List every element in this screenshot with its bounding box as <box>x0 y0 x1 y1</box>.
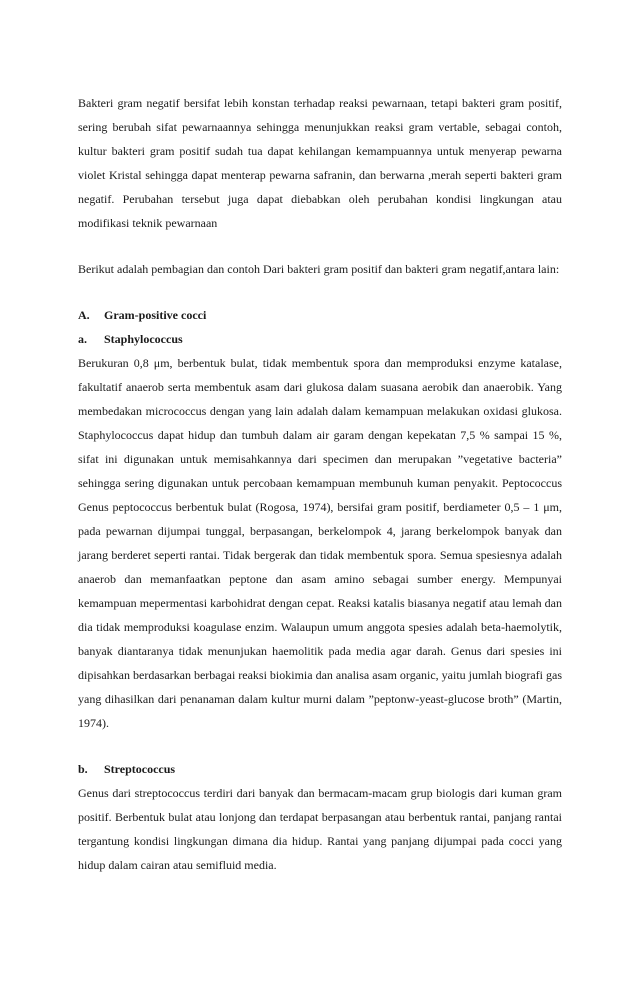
subsection-heading-b <box>78 757 562 781</box>
staphylococcus-paragraph: Berukuran 0,8 μm, berbentuk bulat, tidak membentuk spora dan memproduksi enzyme katalase, fakultatif anaerob serta membentuk asam dari glukosa dalam suasana aerobik dan anaerobik. Yang membedakan micrococcus dengan yang lain adalah dalam kemampuan melakukan oxidasi glukosa. Staphylococcus dapat hidup dan tumbuh dalam air garam dengan kepekatan 7,5 % sampai 15 %, sifat ini digunakan untuk memisahkannya dari specimen dan merupakan ”vegetative bacteria” sehingga sering digunakan untuk percobaan kemampuan membunuh kuman penyakit. Peptococcus Genus peptococcus berbentuk bulat (Rogosa, 1974), bersifai gram positif, berdiameter 0,5 – 1 μm, pada pewarnan dijumpai tunggal, berpasangan, berkelompok 4, jarang berkelompok banyak dan jarang berderet seperti rantai. Tidak bergerak dan tidak membentuk spora. Semua spesiesnya adalah anaerob dan memanfaatkan peptone dan asam amino sebagai sumber energy. Mempunyai kemampuan mepermentasi karbohidrat dengan cepat. Reaksi katalis biasanya negatif atau lemah dan dia tidak memproduksi koagulase enzim. Walaupun umum anggota spesies adalah beta-haemolytik, banyak diantaranya tidak menunjukan haemolitik pada media agar darah. Genus dari spesies ini dipisahkan berdasarkan berbagai reaksi biokimia dan analisa asam organic, yaitu jumlah biografi gas yang dihasilkan dari penanaman dalam kultur murni dalam ”peptonw-yeast-glucose broth” (Martin, 1974). <box>78 356 562 730</box>
section-title: Gram-positive cocci <box>104 308 207 322</box>
section-marker: A. <box>78 308 90 322</box>
subsection-marker: a. <box>78 332 87 346</box>
section-heading-a <box>78 303 562 327</box>
subsection-title: Streptococcus <box>104 762 176 776</box>
list-intro-paragraph: Berikut adalah pembagian dan contoh Dari bakteri gram positif dan bakteri gram negatif,antara lain: <box>78 262 560 276</box>
subsection-marker: b. <box>78 762 88 776</box>
subsection-title: Staphylococcus <box>104 332 183 346</box>
subsection-heading-a <box>78 327 562 351</box>
spacer <box>78 235 562 257</box>
intro-paragraph: Bakteri gram negatif bersifat lebih konstan terhadap reaksi pewarnaan, tetapi bakteri gram positif, sering berubah sifat pewarnaannya sehingga menunjukkan reaksi gram vertable, sebagai contoh, kultur bakteri gram positif sudah tua dapat kehilangan kemampuannya untuk menyerap pewarna violet Kristal sehingga dapat menterap pewarna safranin, dan berwarna ,merah seperti bakteri gram negatif. Perubahan tersebut juga dapat diebabkan oleh perubahan kondisi lingkungan atau modifikasi teknik pewarnaan <box>78 96 562 230</box>
document-page <box>78 91 562 877</box>
spacer <box>78 735 562 757</box>
spacer <box>78 281 562 303</box>
streptococcus-paragraph: Genus dari streptococcus terdiri dari banyak dan bermacam-macam grup biologis dari kuman gram positif. Berbentuk bulat atau lonjong dan terdapat berpasangan atau berbentuk rantai, panjang rantai tergantung kondisi lingkungan dimana dia hidup. Rantai yang panjang dijumpai pada cocci yang hidup dalam cairan atau semifluid media. <box>78 786 562 872</box>
